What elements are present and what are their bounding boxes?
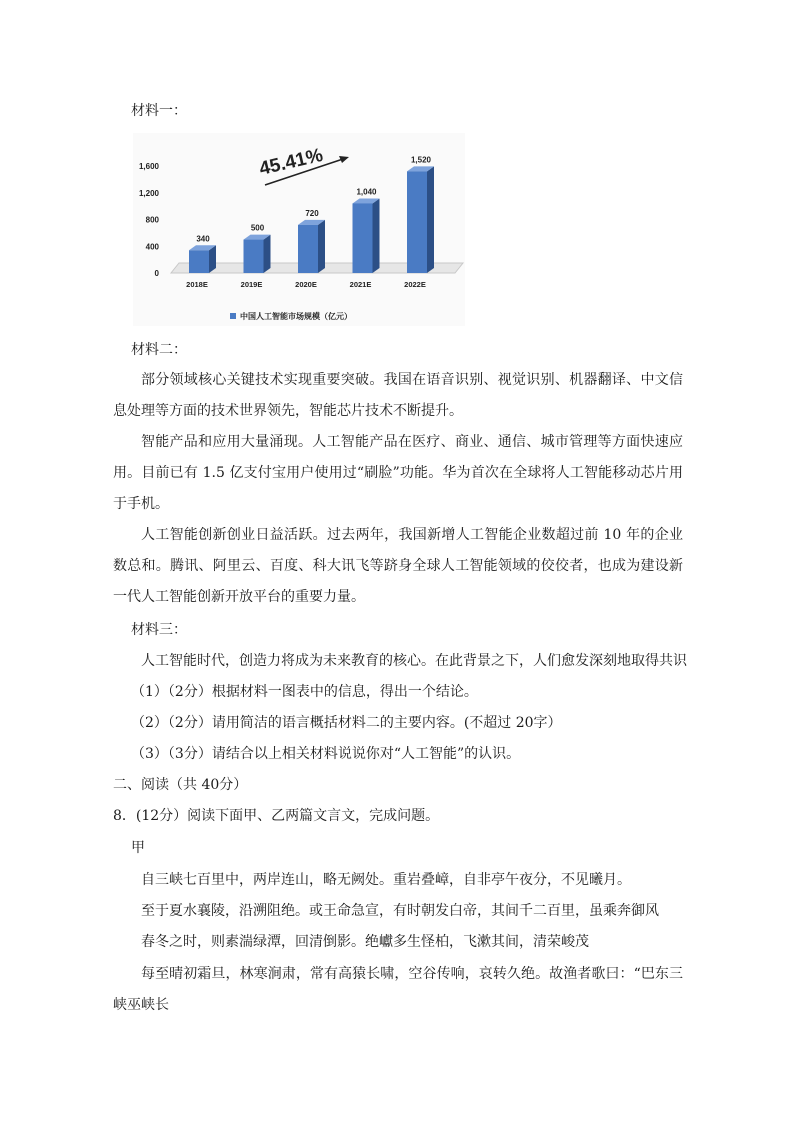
bar	[353, 203, 373, 273]
growth-annotation-text: 45.41%	[257, 144, 325, 180]
material3-label: 材料三：	[131, 622, 187, 638]
growth-annotation	[257, 145, 325, 180]
growth-arrow-head	[339, 156, 349, 163]
material2-label: 材料二：	[131, 342, 187, 358]
legend-swatch	[230, 313, 236, 319]
bar	[407, 171, 427, 273]
material2-paragraph-2: 智能产品和应用大量涌现。人工智能产品在医疗、商业、通信、城市管理等方面快速应用。目前已有 1.5 亿支付宝用户使用过“刷脸”功能。华为首次在全球将人工智能移动芯片用于手机。	[113, 434, 683, 512]
bar-value-label: 1,520	[410, 155, 432, 165]
x-tick-label: 2021E	[349, 280, 372, 289]
bar-side	[373, 198, 380, 273]
bar	[244, 240, 264, 273]
jia-line-2: 至于夏水襄陵，沿溯阻绝。或王命急宣，有时朝发白帝，其间千二百里，虽乘奔御风	[141, 903, 659, 919]
jia-last-paragraph: 每至晴初霜旦，林寒涧肃，常有高猿长啸，空谷传响，哀转久绝。故渔者歌曰：“巴东三峡巫峡长	[113, 966, 683, 1013]
legend-label: 中国人工智能市场规模（亿元）	[240, 312, 352, 321]
material2-paragraph-3: 人工智能创新创业日益活跃。过去两年，我国新增人工智能企业数超过前 10 年的企业数总和。腾讯、阿里云、百度、科大讯飞等跻身全球人工智能领域的佼佼者，也成为建设新一代人工智能创新开放平台的重要力量。	[113, 527, 683, 605]
x-tick-label: 2020E	[295, 280, 317, 289]
bar-value-label: 720	[305, 208, 319, 218]
question-1: （1）（2分）根据材料一图表中的信息，得出一个结论。	[131, 684, 478, 700]
y-tick-label: 800	[145, 215, 159, 225]
bar	[298, 225, 318, 273]
material2-paragraph-1: 部分领域核心关键技术实现重要突破。我国在语音识别、视觉识别、机器翻译、中文信息处理等方面的技术世界领先，智能芯片技术不断提升。	[113, 372, 683, 419]
bar-chart-svg	[133, 133, 465, 326]
question-2: （2）（2分）请用简洁的语言概括材料二的主要内容。(不超过 20字）	[131, 715, 562, 731]
bar-side	[264, 235, 271, 273]
jia-line-3: 春冬之时，则素湍绿潭，回清倒影。绝巘多生怪柏，飞漱其间，清荣峻茂	[141, 934, 589, 950]
y-tick-label: 0	[154, 269, 159, 278]
material1-label: 材料一：	[131, 103, 187, 119]
bar-value-label: 500	[250, 223, 265, 233]
q8-title: 8．(12分）阅读下面甲、乙两篇文言文，完成问题。	[113, 808, 440, 824]
jia-line-1: 自三峡七百里中，两岸连山，略无阙处。重岩叠嶂，自非亭午夜分，不见曦月。	[141, 872, 631, 888]
y-tick-label: 400	[145, 242, 159, 252]
material3-text: 人工智能时代，创造力将成为未来教育的核心。在此背景之下，人们愈发深刻地取得共识	[141, 653, 687, 669]
x-tick-label: 2019E	[240, 280, 263, 289]
jia-label: 甲	[131, 840, 145, 856]
x-tick-label: 2018E	[186, 280, 208, 289]
y-tick-label: 1,200	[138, 188, 159, 198]
market-size-chart	[133, 133, 465, 326]
bar-value-label: 1,040	[356, 187, 377, 197]
x-tick-label: 2022E	[404, 280, 426, 289]
bar	[189, 250, 209, 273]
bar-side	[427, 166, 434, 273]
section2-heading: 二、阅读（共 40分）	[113, 777, 248, 793]
y-tick-label: 1,600	[138, 162, 159, 171]
question-3: （3）（3分）请结合以上相关材料说说你对“人工智能”的认识。	[131, 746, 521, 762]
bar-side	[318, 220, 325, 273]
bar-value-label: 340	[196, 234, 210, 244]
